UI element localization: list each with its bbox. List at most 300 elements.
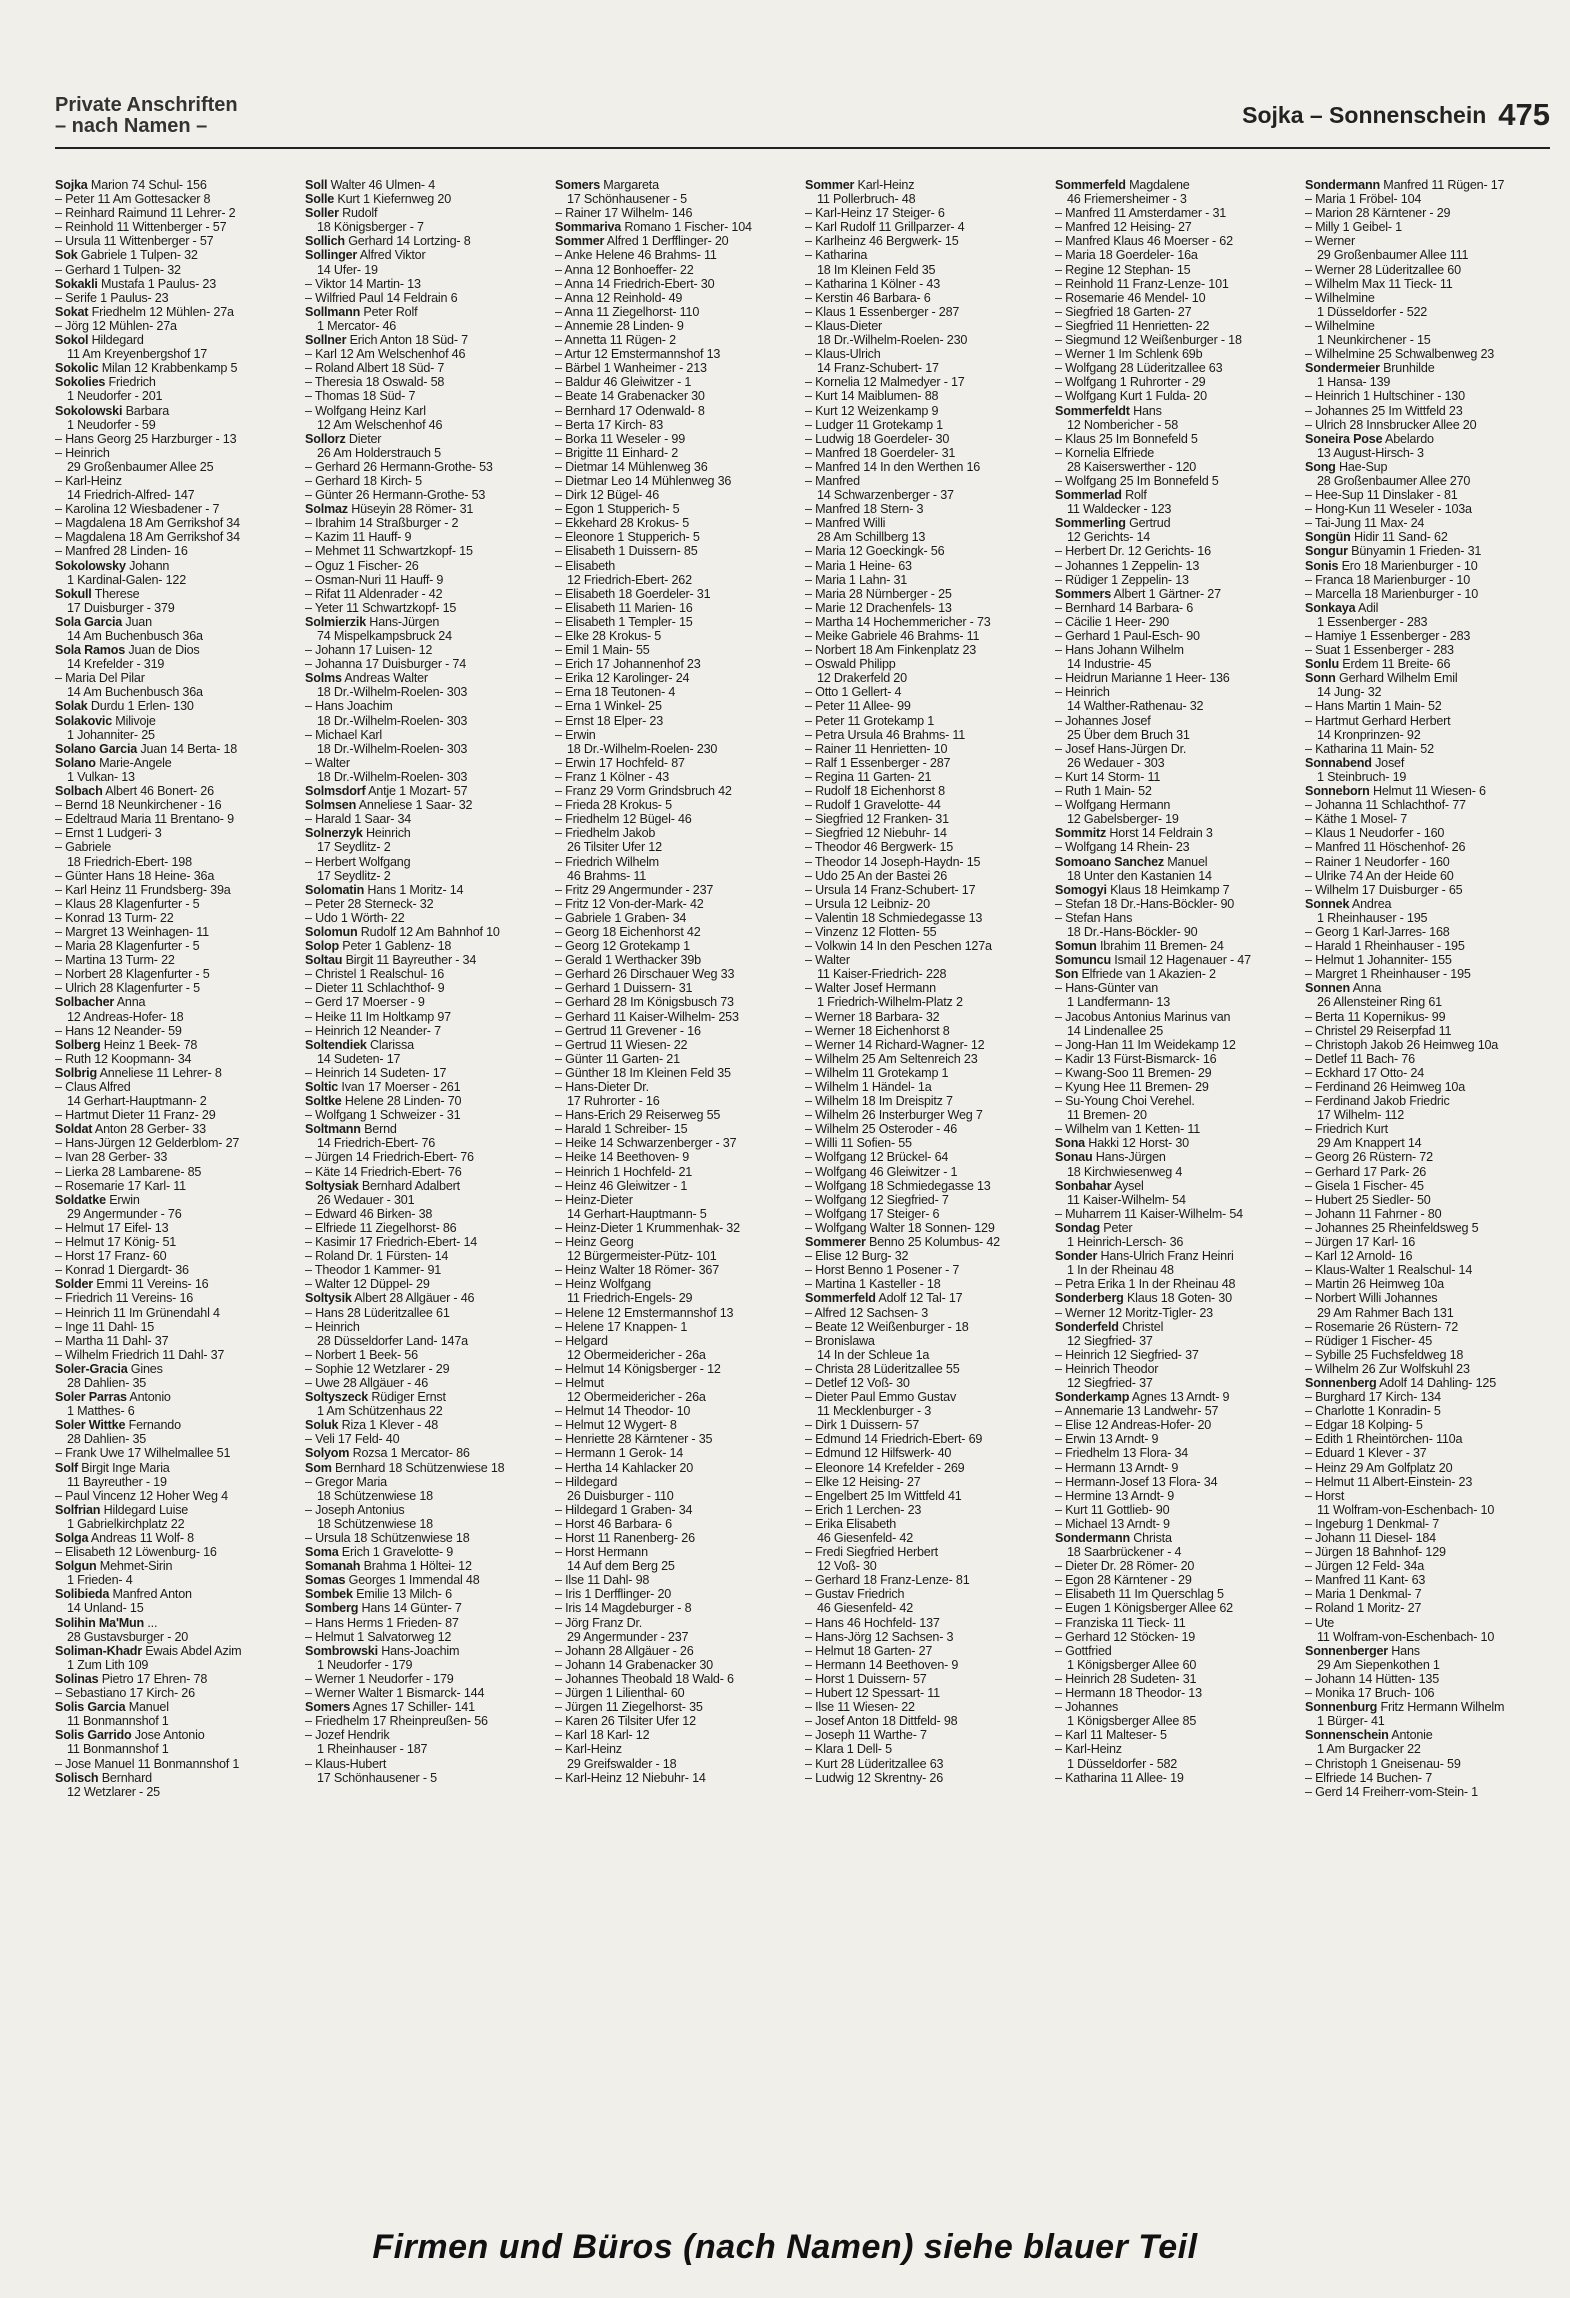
directory-entry	[555, 446, 793, 460]
entry-text: – Walter	[305, 755, 350, 770]
entry-text: – Helmut 14 Theodor- 10	[555, 1404, 691, 1419]
entry-text: Hidir 11 Sand- 62	[1350, 530, 1448, 545]
directory-entry	[555, 1052, 793, 1066]
entry-text: 12 Siegfried- 37	[1067, 1333, 1153, 1348]
entry-text: – Heinz-Dieter 1 Krummenhak- 32	[555, 1220, 740, 1235]
entry-text: 18 Im Kleinen Feld 35	[817, 262, 936, 277]
entry-text: – Karl 12 Am Welschenhof 46	[305, 347, 466, 362]
directory-entry	[805, 488, 1043, 502]
directory-entry	[555, 1193, 793, 1207]
directory-entry	[55, 1094, 293, 1108]
surname: Sok	[55, 248, 78, 263]
directory-entry	[555, 1630, 793, 1644]
entry-text: – Martina 1 Kasteller - 18	[805, 1277, 941, 1292]
directory-entry	[1055, 1461, 1293, 1475]
directory-entry	[1055, 1517, 1293, 1531]
directory-entry	[305, 1601, 543, 1615]
surname: Solle	[305, 192, 335, 207]
directory-entry	[1055, 925, 1293, 939]
surname: Sommerling	[1055, 516, 1126, 531]
directory-entry	[1305, 333, 1543, 347]
directory-entry	[305, 587, 543, 601]
directory-entry	[1305, 1714, 1543, 1728]
entry-text: Magdalene	[1125, 178, 1190, 192]
directory-entry	[1055, 1024, 1293, 1038]
surname: Sollich	[305, 234, 345, 249]
directory-entry	[1055, 1052, 1293, 1066]
directory-entry	[805, 1573, 1043, 1587]
entry-text: 28 Düsseldorfer Land- 147a	[317, 1333, 468, 1348]
entry-text: – Karl Heinz 11 Frundsberg- 39a	[55, 882, 231, 897]
directory-entry	[805, 657, 1043, 671]
surname: Somers	[555, 178, 600, 192]
directory-entry	[55, 1221, 293, 1235]
directory-entry	[1055, 869, 1293, 883]
directory-entry	[1305, 291, 1543, 305]
directory-entry	[55, 967, 293, 981]
surname: Sombek	[305, 1587, 353, 1602]
directory-entry	[1305, 502, 1543, 516]
entry-text: – Siegmund 12 Weißenburger - 18	[1055, 333, 1242, 348]
entry-text: – Oswald Philipp	[805, 657, 896, 672]
directory-entry	[55, 629, 293, 643]
entry-text: – Jörg Franz Dr.	[555, 1615, 643, 1630]
directory-entry	[805, 1475, 1043, 1489]
directory-entry	[805, 643, 1043, 657]
directory-entry	[555, 756, 793, 770]
directory-entry	[1305, 1432, 1543, 1446]
directory-entry	[555, 1559, 793, 1573]
entry-text: – Wilhelmine 25 Schwalbenweg 23	[1305, 347, 1495, 362]
directory-entry	[305, 1644, 543, 1658]
directory-entry	[1305, 474, 1543, 488]
entry-text: – Friedhelm 17 Rheinpreußen- 56	[305, 1714, 488, 1729]
entry-text: – Paul Vincenz 12 Hoher Weg 4	[55, 1488, 228, 1503]
directory-entry	[805, 206, 1043, 220]
entry-text: – Osman-Nuri 11 Hauff- 9	[305, 572, 444, 587]
entry-text: – Stefan 18 Dr.-Hans-Böckler- 90	[1055, 896, 1235, 911]
surname: Solano Garcia	[55, 741, 138, 756]
directory-entry	[805, 192, 1043, 206]
surname: Solmsdorf	[305, 784, 366, 799]
directory-entry	[55, 1601, 293, 1615]
entry-text: – Viktor 14 Martin- 13	[305, 276, 421, 291]
entry-text: – Walter 12 Düppel- 29	[305, 1277, 430, 1292]
directory-entry	[1305, 1108, 1543, 1122]
entry-text: – Johanna 17 Duisburger - 74	[305, 657, 467, 672]
entry-text: Peter	[1099, 1220, 1133, 1235]
directory-entry	[1055, 248, 1293, 262]
directory-entry	[805, 911, 1043, 925]
directory-entry	[305, 1263, 543, 1277]
entry-text: – Bernhard 14 Barbara- 6	[1055, 600, 1194, 615]
directory-entry	[555, 488, 793, 502]
directory-entry	[1055, 1728, 1293, 1742]
surname: Sollinger	[305, 248, 358, 263]
directory-entry	[1055, 699, 1293, 713]
directory-entry	[305, 1221, 543, 1235]
directory-entry	[1305, 657, 1543, 671]
entry-text: – Kurt 12 Weizenkamp 9	[805, 403, 939, 418]
directory-entry	[55, 939, 293, 953]
directory-entry	[805, 629, 1043, 643]
surname: Sombrowski	[305, 1643, 378, 1658]
entry-text: – Horst 1 Duissern- 57	[805, 1671, 927, 1686]
entry-text: – Hans Martin 1 Main- 52	[1305, 699, 1442, 714]
directory-entry	[1305, 925, 1543, 939]
entry-text: – Beate 14 Grabenacker 30	[555, 389, 705, 404]
entry-text: – Maria Del Pilar	[55, 671, 145, 686]
entry-text: – Katharina 1 Kölner - 43	[805, 276, 941, 291]
directory-column-5	[1055, 178, 1293, 1785]
entry-text: Manfred 11 Rügen- 17	[1379, 178, 1505, 192]
entry-text: 29 Am Siepenkothen 1	[1317, 1657, 1440, 1672]
entry-text: – Maria 28 Klagenfurter - 5	[55, 939, 200, 954]
entry-text: 1 Kardinal-Galen- 122	[67, 572, 187, 587]
entry-text: 1 Zum Lith 109	[67, 1657, 149, 1672]
entry-text: – Erich 17 Johannenhof 23	[555, 657, 701, 672]
entry-text: – Wilhelm 11 Grotekamp 1	[805, 1065, 949, 1080]
directory-entry	[1305, 1207, 1543, 1221]
directory-entry	[1055, 1249, 1293, 1263]
directory-entry	[1055, 1080, 1293, 1094]
entry-text: Christa	[1129, 1531, 1172, 1545]
surname: Sonder	[1055, 1249, 1098, 1264]
entry-text: – Hans-Jörg 12 Sachsen- 3	[805, 1629, 954, 1644]
surname: Somberg	[305, 1601, 359, 1616]
directory-entry	[1055, 446, 1293, 460]
entry-text: – Theodor 14 Joseph-Haydn- 15	[805, 854, 981, 869]
directory-entry	[1055, 305, 1293, 319]
entry-text: 12 Andreas-Hofer- 18	[67, 1009, 184, 1024]
entry-text: – Ursula 14 Franz-Schubert- 17	[805, 882, 976, 897]
directory-entry	[1055, 1757, 1293, 1771]
entry-text: 11 Mecklenburger - 3	[817, 1404, 932, 1419]
directory-entry	[805, 375, 1043, 389]
surname: Somoano Sanchez	[1055, 854, 1164, 869]
surname: Soler Parras	[55, 1390, 127, 1405]
directory-entry	[1305, 319, 1543, 333]
directory-entry	[1305, 1376, 1543, 1390]
entry-text: Walter 46 Ulmen- 4	[327, 178, 436, 192]
directory-entry	[1055, 389, 1293, 403]
entry-text: – Horst Hermann	[555, 1545, 648, 1560]
directory-entry	[1055, 1334, 1293, 1348]
entry-text: 1 Steinbruch- 19	[1317, 769, 1407, 784]
directory-entry	[55, 840, 293, 854]
surname: Solfrian	[55, 1502, 101, 1517]
directory-entry	[805, 812, 1043, 826]
surname: Sollorz	[305, 431, 346, 446]
directory-entry	[305, 1024, 543, 1038]
directory-entry	[305, 516, 543, 530]
directory-entry	[1305, 1150, 1543, 1164]
directory-entry	[1305, 1010, 1543, 1024]
entry-text: – Käthe 1 Mosel- 7	[1305, 812, 1408, 827]
entry-text: 26 Wedauer - 301	[317, 1192, 415, 1207]
directory-entry	[1305, 1362, 1543, 1376]
surname: Solibieda	[55, 1587, 110, 1602]
directory-entry	[1055, 643, 1293, 657]
entry-text: – Kasimir 17 Friedrich-Ebert- 14	[305, 1235, 478, 1250]
directory-entry	[805, 1489, 1043, 1503]
entry-text: – Wolfgang Heinz Karl	[305, 403, 426, 418]
entry-text: 26 Wedauer - 303	[1067, 755, 1165, 770]
directory-entry	[1055, 1714, 1293, 1728]
directory-entry	[305, 1700, 543, 1714]
directory-entry	[1305, 1066, 1543, 1080]
entry-text: – Martha 14 Hochemmericher - 73	[805, 614, 991, 629]
entry-text: 29 Am Knappert 14	[1317, 1136, 1422, 1151]
directory-entry	[555, 1207, 793, 1221]
entry-text: – Gerhard 26 Dirschauer Weg 33	[555, 967, 735, 982]
directory-entry	[55, 530, 293, 544]
entry-text: – Michael Karl	[305, 727, 382, 742]
directory-entry	[1055, 714, 1293, 728]
surname: Soltyszeck	[305, 1390, 369, 1405]
directory-entry	[1055, 1291, 1293, 1305]
directory-entry	[305, 530, 543, 544]
entry-text: – Wilhelm 1 Händel- 1a	[805, 1080, 932, 1094]
directory-entry	[55, 375, 293, 389]
directory-entry	[55, 1573, 293, 1587]
directory-entry	[305, 629, 543, 643]
directory-entry	[305, 1545, 543, 1559]
entry-text: 18 Königsberger - 7	[317, 220, 424, 235]
entry-text: – Charlotte 1 Konradin- 5	[1305, 1404, 1441, 1419]
entry-text: – Gabriele	[55, 840, 112, 855]
surname: Sokakli	[55, 276, 98, 291]
directory-entry	[55, 1757, 293, 1771]
entry-text: 11 Bayreuther - 19	[67, 1474, 167, 1489]
entry-text: – Su-Young Choi Verehel.	[1055, 1094, 1195, 1109]
directory-entry	[55, 1179, 293, 1193]
entry-text: Gerhard Wilhelm Emil	[1335, 671, 1458, 686]
directory-entry	[1055, 685, 1293, 699]
entry-text: Friedhelm 12 Mühlen- 27a	[88, 304, 234, 319]
entry-text: 1 Neudorfer - 59	[67, 417, 156, 432]
entry-text: – Manfred Klaus 46 Moerser - 62	[1055, 234, 1233, 249]
directory-entry	[1055, 474, 1293, 488]
directory-entry	[1305, 756, 1543, 770]
entry-text: – Norbert 18 Am Finkenplatz 23	[805, 643, 977, 658]
directory-entry	[305, 1179, 543, 1193]
entry-text: – Hartmut Gerhard Herbert	[1305, 713, 1451, 728]
directory-entry	[805, 1545, 1043, 1559]
directory-entry	[1055, 1742, 1293, 1756]
directory-entry	[555, 1461, 793, 1475]
entry-text: Manfred Anton	[109, 1587, 192, 1602]
directory-entry	[305, 1531, 543, 1545]
directory-entry	[555, 1672, 793, 1686]
directory-entry	[1305, 1700, 1543, 1714]
directory-entry	[55, 516, 293, 530]
directory-entry	[555, 714, 793, 728]
directory-entry	[1055, 967, 1293, 981]
directory-entry	[805, 1559, 1043, 1573]
directory-entry	[1055, 897, 1293, 911]
entry-text: Gabriele 1 Tulpen- 32	[77, 248, 198, 263]
surname: Sonnenberger	[1305, 1643, 1388, 1658]
entry-text: – Christoph 1 Gneisenau- 59	[1305, 1756, 1461, 1771]
entry-text: – Georg 18 Eichenhorst 42	[555, 924, 701, 939]
entry-text: – Helmut 18 Garten- 27	[805, 1643, 933, 1658]
entry-text: 17 Seydlitz- 2	[317, 868, 391, 883]
directory-entry	[805, 784, 1043, 798]
directory-entry	[55, 1150, 293, 1164]
directory-entry	[55, 432, 293, 446]
entry-text: – Egon 28 Kärntener - 29	[1055, 1573, 1192, 1588]
directory-entry	[1305, 1601, 1543, 1615]
entry-text: – Eckhard 17 Otto- 24	[1305, 1065, 1425, 1080]
directory-entry	[55, 812, 293, 826]
entry-text: – Hans 46 Hochfeld- 137	[805, 1615, 940, 1630]
directory-entry	[55, 1348, 293, 1362]
directory-entry	[55, 981, 293, 995]
entry-text: Hans	[1129, 403, 1162, 418]
directory-entry	[805, 347, 1043, 361]
directory-entry	[305, 1122, 543, 1136]
directory-entry	[1055, 1573, 1293, 1587]
directory-entry	[1305, 1672, 1543, 1686]
entry-text: – Elfriede 14 Buchen- 7	[1305, 1770, 1433, 1785]
entry-text: – Gerhard 1 Paul-Esch- 90	[1055, 629, 1200, 643]
directory-entry	[55, 826, 293, 840]
entry-text: – Heinz 29 Am Golfplatz 20	[1305, 1460, 1453, 1475]
directory-entry	[305, 615, 543, 629]
entry-text: – Dirk 12 Bügel- 46	[555, 488, 660, 503]
directory-entry	[305, 855, 543, 869]
directory-entry	[1305, 361, 1543, 375]
directory-entry	[305, 1686, 543, 1700]
directory-entry	[55, 1066, 293, 1080]
directory-entry	[55, 1714, 293, 1728]
directory-entry	[1305, 1165, 1543, 1179]
entry-text: – Johann 14 Grabenacker 30	[555, 1657, 713, 1672]
directory-entry	[55, 1785, 293, 1799]
directory-entry	[1305, 1728, 1543, 1742]
directory-entry	[805, 1362, 1043, 1376]
directory-entry	[55, 502, 293, 516]
entry-text: 28 Dahlien- 35	[67, 1432, 147, 1447]
entry-text: – Erna 1 Winkel- 25	[555, 699, 662, 714]
entry-text: – Maria 18 Goerdeler- 16a	[1055, 248, 1198, 263]
directory-entry	[1305, 544, 1543, 558]
directory-entry	[1055, 220, 1293, 234]
directory-entry	[305, 784, 543, 798]
entry-text: Andreas 11 Wolf- 8	[88, 1531, 194, 1545]
surname: Soltke	[305, 1094, 342, 1109]
directory-entry	[805, 573, 1043, 587]
directory-entry	[55, 869, 293, 883]
entry-text: 11 Am Kreyenbergshof 17	[67, 347, 208, 362]
directory-entry	[1055, 277, 1293, 291]
directory-entry	[1305, 404, 1543, 418]
entry-text: – Erika 12 Karolinger- 24	[555, 671, 690, 686]
directory-entry	[805, 1150, 1043, 1164]
entry-text: 11 Bremen- 20	[1067, 1108, 1147, 1123]
entry-text: – Hee-Sup 11 Dinslaker - 81	[1305, 488, 1458, 503]
directory-entry	[55, 1771, 293, 1785]
directory-entry	[1305, 488, 1543, 502]
directory-entry	[305, 995, 543, 1009]
directory-entry	[805, 460, 1043, 474]
entry-text: Marie-Angele	[95, 755, 172, 770]
surname: Song	[1305, 459, 1336, 474]
directory-entry	[1055, 1418, 1293, 1432]
entry-text: 18 Dr.-Wilhelm-Roelen- 230	[567, 741, 718, 756]
entry-text: – Helene 12 Emstermannshof 13	[555, 1305, 734, 1320]
entry-text: Dieter	[345, 431, 382, 446]
directory-entry	[805, 361, 1043, 375]
directory-entry	[1055, 995, 1293, 1009]
entry-text: Erich Anton 18 Süd- 7	[346, 333, 468, 348]
entry-text: – Eugen 1 Königsberger Allee 62	[1055, 1601, 1233, 1616]
entry-text: – Kurt 11 Gottlieb- 90	[1055, 1502, 1170, 1517]
directory-entry	[1305, 192, 1543, 206]
entry-text: – Elisabeth 18 Goerdeler- 31	[555, 586, 711, 601]
entry-text: 11 Waldecker - 123	[1067, 502, 1172, 517]
entry-text: Klaus 18 Goten- 30	[1123, 1291, 1232, 1306]
surname: Sokolowsky	[55, 558, 126, 573]
surname: Sokolic	[55, 361, 99, 376]
directory-entry	[305, 319, 543, 333]
directory-entry	[805, 981, 1043, 995]
entry-text: Ivan 17 Moerser - 261	[338, 1080, 461, 1094]
directory-entry	[305, 1108, 543, 1122]
entry-text: – Klaus 1 Neudorfer - 160	[1305, 826, 1445, 841]
entry-text: – Katharina 11 Allee- 19	[1055, 1770, 1184, 1785]
directory-entry	[305, 1559, 543, 1573]
directory-entry	[1055, 770, 1293, 784]
directory-entry	[1055, 404, 1293, 418]
directory-entry	[555, 1010, 793, 1024]
surname: Solak	[55, 699, 88, 714]
entry-text: – Jürgen 18 Bahnhof- 129	[1305, 1545, 1446, 1560]
directory-entry	[555, 1348, 793, 1362]
entry-text: – Harald 1 Saar- 34	[305, 812, 412, 827]
entry-text: 14 Lindenallee 25	[1067, 1023, 1164, 1038]
directory-entry	[805, 248, 1043, 262]
directory-entry	[805, 855, 1043, 869]
directory-entry	[1305, 1122, 1543, 1136]
entry-text: – Jacobus Antonius Marinus van	[1055, 1009, 1231, 1024]
entry-text: 1 Bürger- 41	[1317, 1714, 1385, 1729]
directory-entry	[1305, 418, 1543, 432]
directory-entry	[555, 460, 793, 474]
entry-text: – Horst 11 Ranenberg- 26	[555, 1531, 695, 1545]
entry-text: Ibrahim 11 Bremen- 24	[1096, 939, 1224, 954]
directory-entry	[805, 1742, 1043, 1756]
entry-text: 1 Neudorfer - 201	[67, 389, 163, 404]
entry-text: – Baldur 46 Gleiwitzer - 1	[555, 375, 692, 390]
directory-entry	[1305, 699, 1543, 713]
entry-text: – Joseph 11 Warthe- 7	[805, 1728, 927, 1743]
directory-entry	[1305, 643, 1543, 657]
surname: Solgun	[55, 1559, 97, 1574]
directory-entry	[555, 1404, 793, 1418]
entry-text: – Iris 14 Magdeburger - 8	[555, 1601, 692, 1616]
entry-text: – Werner	[1305, 234, 1355, 249]
entry-text: – Katharina 11 Main- 52	[1305, 741, 1434, 756]
directory-entry	[805, 1630, 1043, 1644]
surname: Solmierzik	[305, 614, 366, 629]
directory-entry	[555, 615, 793, 629]
entry-text: 14 Am Buchenbusch 36a	[67, 629, 203, 643]
directory-entry	[555, 601, 793, 615]
entry-text: 1 Am Burgacker 22	[1317, 1742, 1421, 1757]
entry-text: – Stefan Hans	[1055, 910, 1133, 925]
